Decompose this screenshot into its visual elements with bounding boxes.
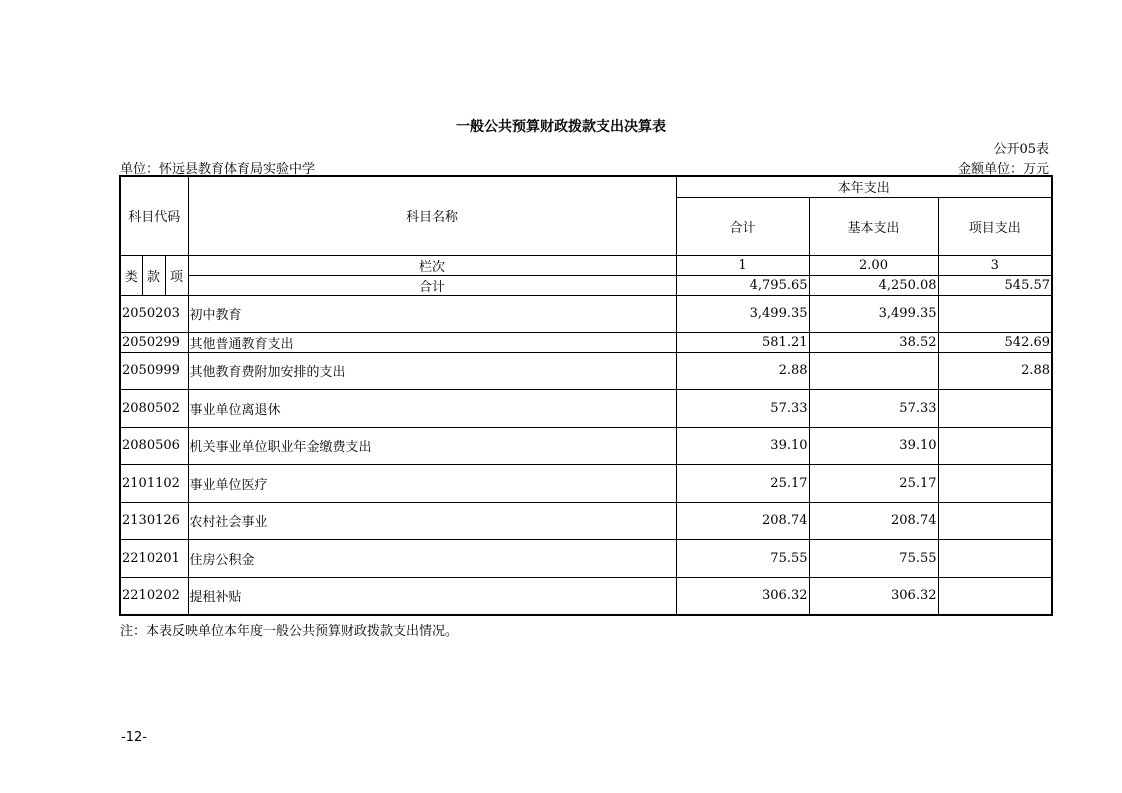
row-basic: 39.10 bbox=[809, 427, 938, 464]
table-row bbox=[120, 389, 1052, 427]
header-name: 科目名称 bbox=[188, 176, 676, 255]
row-name: 其他普通教育支出 bbox=[188, 332, 676, 352]
sum-row-label: 合计 bbox=[188, 275, 676, 295]
sum-basic: 4,250.08 bbox=[809, 275, 938, 295]
row-code: 2210202 bbox=[120, 577, 188, 615]
header-total: 合计 bbox=[676, 197, 809, 255]
row-code: 2130126 bbox=[120, 502, 188, 539]
row-name: 提租补贴 bbox=[188, 577, 676, 615]
header-basic: 基本支出 bbox=[809, 197, 938, 255]
table-row bbox=[120, 332, 1052, 352]
row-name: 事业单位离退休 bbox=[188, 389, 676, 427]
row-project bbox=[938, 502, 1052, 539]
header-project: 项目支出 bbox=[938, 197, 1052, 255]
row-project: 542.69 bbox=[938, 332, 1052, 352]
row-basic: 57.33 bbox=[809, 389, 938, 427]
table-row bbox=[120, 427, 1052, 464]
table-row bbox=[120, 502, 1052, 539]
row-code: 2050203 bbox=[120, 295, 188, 332]
row-basic: 25.17 bbox=[809, 464, 938, 502]
row-name: 其他教育费附加安排的支出 bbox=[188, 352, 676, 389]
column-number-3: 3 bbox=[938, 255, 1052, 275]
header-kuan: 款 bbox=[142, 255, 165, 295]
report-title: 一般公共预算财政拨款支出决算表 bbox=[456, 119, 666, 135]
row-code: 2210201 bbox=[120, 539, 188, 577]
row-name: 农村社会事业 bbox=[188, 502, 676, 539]
sum-total: 4,795.65 bbox=[676, 275, 809, 295]
row-code: 2050999 bbox=[120, 352, 188, 389]
row-total: 581.21 bbox=[676, 332, 809, 352]
column-number-1: 1 bbox=[676, 255, 809, 275]
table-note: 注：本表反映单位本年度一般公共预算财政拨款支出情况。 bbox=[120, 624, 459, 639]
table-row bbox=[120, 539, 1052, 577]
row-total: 208.74 bbox=[676, 502, 809, 539]
row-code: 2080502 bbox=[120, 389, 188, 427]
row-project bbox=[938, 295, 1052, 332]
row-basic: 208.74 bbox=[809, 502, 938, 539]
row-basic: 306.32 bbox=[809, 577, 938, 615]
row-basic: 75.55 bbox=[809, 539, 938, 577]
table-row bbox=[120, 577, 1052, 615]
row-project bbox=[938, 427, 1052, 464]
row-total: 306.32 bbox=[676, 577, 809, 615]
row-total: 3,499.35 bbox=[676, 295, 809, 332]
column-number-2: 2.00 bbox=[809, 255, 938, 275]
column-number-label: 栏次 bbox=[188, 255, 676, 275]
header-current-year: 本年支出 bbox=[676, 176, 1052, 197]
row-project bbox=[938, 539, 1052, 577]
row-basic: 3,499.35 bbox=[809, 295, 938, 332]
row-basic: 38.52 bbox=[809, 332, 938, 352]
page-number: -12- bbox=[121, 730, 147, 745]
row-total: 2.88 bbox=[676, 352, 809, 389]
header-xiang: 项 bbox=[165, 255, 188, 295]
header-lei: 类 bbox=[120, 255, 142, 295]
row-project bbox=[938, 577, 1052, 615]
row-project: 2.88 bbox=[938, 352, 1052, 389]
row-total: 39.10 bbox=[676, 427, 809, 464]
expenditure-table bbox=[119, 175, 1053, 616]
row-project bbox=[938, 464, 1052, 502]
money-unit-label: 金额单位：万元 bbox=[957, 162, 1049, 177]
row-total: 75.55 bbox=[676, 539, 809, 577]
form-number: 公开05表 bbox=[993, 142, 1049, 157]
row-name: 初中教育 bbox=[188, 295, 676, 332]
row-project bbox=[938, 389, 1052, 427]
row-code: 2080506 bbox=[120, 427, 188, 464]
unit-label: 单位：怀远县教育体育局实验中学 bbox=[120, 162, 316, 177]
row-total: 57.33 bbox=[676, 389, 809, 427]
table-row bbox=[120, 464, 1052, 502]
sum-project: 545.57 bbox=[938, 275, 1052, 295]
row-code: 2050299 bbox=[120, 332, 188, 352]
row-name: 事业单位医疗 bbox=[188, 464, 676, 502]
row-total: 25.17 bbox=[676, 464, 809, 502]
row-name: 机关事业单位职业年金缴费支出 bbox=[188, 427, 676, 464]
row-name: 住房公积金 bbox=[188, 539, 676, 577]
row-code: 2101102 bbox=[120, 464, 188, 502]
row-basic bbox=[809, 352, 938, 389]
header-code: 科目代码 bbox=[120, 176, 188, 255]
table-row bbox=[120, 295, 1052, 332]
table-row bbox=[120, 352, 1052, 389]
